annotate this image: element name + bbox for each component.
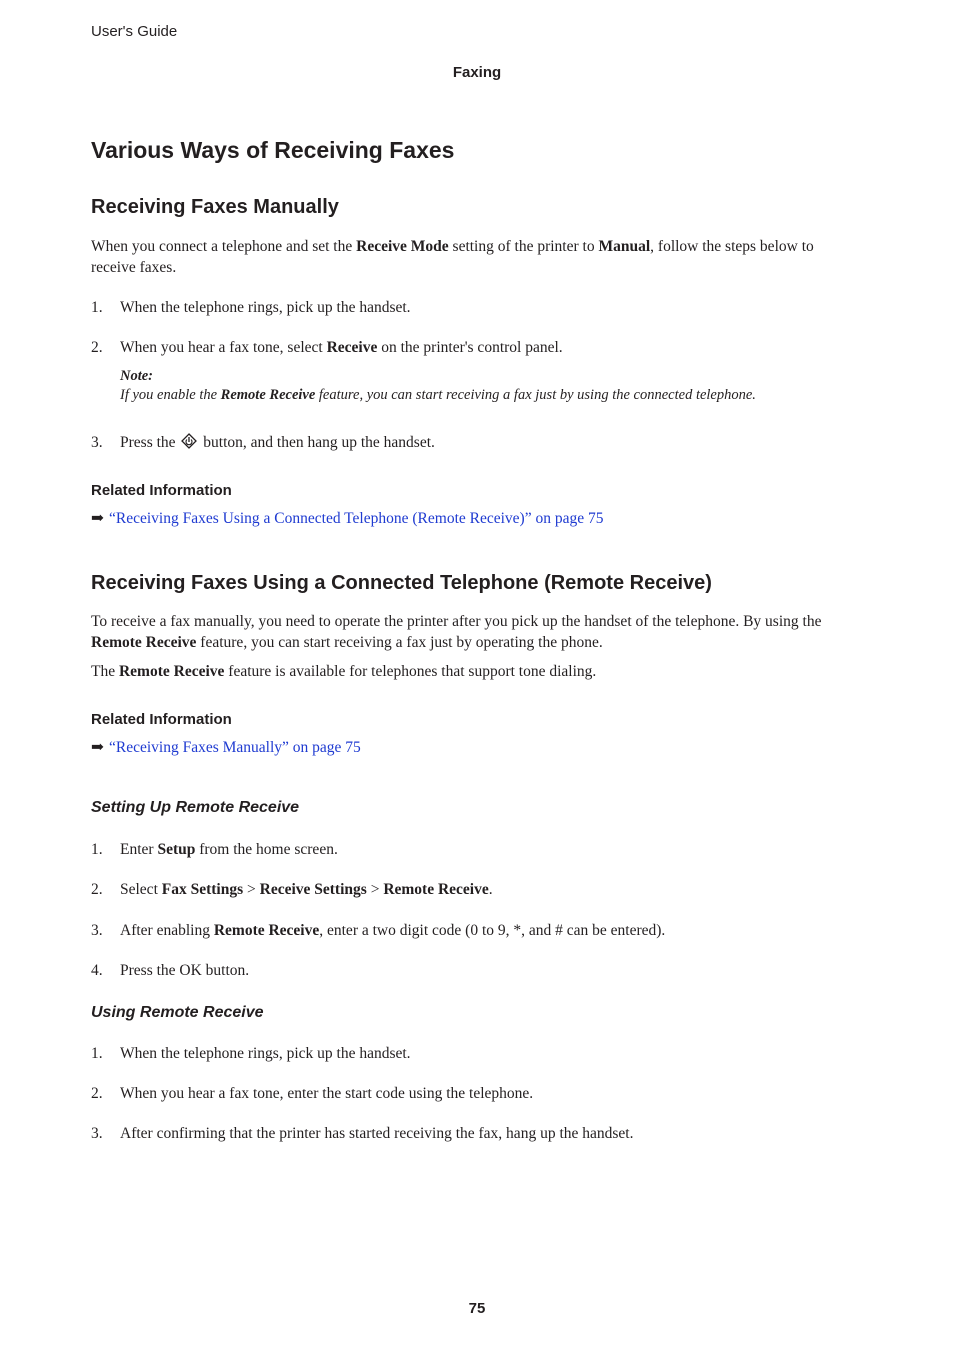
- step-text: When you hear a fax tone, select Receive on the printer's control panel.: [120, 339, 563, 356]
- step-text: Enter Setup from the home screen.: [120, 841, 338, 858]
- using-step-3: [91, 1123, 633, 1144]
- bold-term: Receive Mode: [356, 238, 449, 255]
- page-title: Various Ways of Receiving Faxes: [91, 137, 455, 163]
- page-number: 75: [468, 1300, 486, 1317]
- bold-term: Remote Receive: [91, 634, 197, 651]
- step-text: Select Fax Settings > Receive Settings > Remote Receive.: [120, 881, 493, 898]
- step-number: 3.: [91, 922, 103, 939]
- setup-step-4: [91, 960, 249, 981]
- bold-term: Receive Settings: [259, 881, 367, 898]
- bold-term: Manual: [598, 238, 651, 255]
- heading-setting-up-remote-receive: Setting Up Remote Receive: [91, 799, 300, 816]
- step-number: 3.: [91, 1125, 103, 1142]
- remote-paragraph-1: To receive a fax manually, you need to operate the printer after you pick up the handset of the telephone. By using the Remote Receive feature, you can start receiving a fax just by operating the phone.: [91, 613, 822, 651]
- arrow-right-icon: ➡: [91, 510, 104, 527]
- step-text: Press the OK button.: [120, 962, 250, 979]
- related-link-receiving-manually[interactable]: [91, 738, 361, 757]
- step-text: After confirming that the printer has started receiving the fax, hang up the handset.: [120, 1125, 634, 1142]
- step-text: When the telephone rings, pick up the handset.: [120, 1045, 411, 1062]
- related-link-text[interactable]: “Receiving Faxes Using a Connected Telephone (Remote Receive)” on page 75: [109, 510, 604, 527]
- related-link-text[interactable]: “Receiving Faxes Manually” on page 75: [109, 739, 361, 756]
- step-number: 2.: [91, 1085, 103, 1102]
- step-text: When you hear a fax tone, enter the start code using the telephone.: [120, 1085, 534, 1102]
- related-information-heading: Related Information: [91, 482, 232, 499]
- manual-intro-paragraph: When you connect a telephone and set the Receive Mode setting of the printer to Manual, follow the steps below to receive faxes.: [91, 238, 814, 276]
- manual-step-3: [91, 432, 435, 453]
- step-text: When the telephone rings, pick up the handset.: [120, 299, 411, 316]
- setup-step-1: [91, 839, 338, 860]
- step-number: 1.: [91, 299, 103, 316]
- note-text: If you enable the Remote Receive feature, you can start receiving a fax just by using the connected telephone.: [120, 387, 756, 403]
- step-text: After enabling Remote Receive, enter a two digit code (0 to 9, *, and # can be entered).: [120, 922, 666, 939]
- bold-term: Remote Receive: [118, 663, 225, 680]
- bold-term: Fax Settings: [161, 881, 244, 898]
- step-number: 3.: [91, 434, 103, 451]
- step-number: 1.: [91, 1045, 103, 1062]
- bold-term: Remote Receive: [220, 387, 316, 403]
- related-link-remote-receive[interactable]: [91, 509, 603, 528]
- setup-step-3: [91, 920, 665, 941]
- step-text-before: Press the: [120, 434, 176, 451]
- setup-step-2: [91, 879, 493, 900]
- heading-using-remote-receive: Using Remote Receive: [91, 1004, 264, 1021]
- bold-term: Setup: [157, 841, 196, 858]
- running-header-guide: User's Guide: [91, 23, 178, 40]
- heading-remote-receive: Receiving Faxes Using a Connected Telephone (Remote Receive): [91, 572, 712, 594]
- note-block: [120, 367, 860, 405]
- step-number: 2.: [91, 881, 103, 898]
- arrow-right-icon: ➡: [91, 739, 104, 756]
- bold-term: Remote Receive: [383, 881, 489, 898]
- heading-receiving-manually: Receiving Faxes Manually: [91, 196, 339, 218]
- using-step-1: [91, 1043, 411, 1064]
- note-label: Note:: [120, 368, 154, 384]
- remote-paragraph-2: The Remote Receive feature is available for telephones that support tone dialing.: [91, 663, 597, 680]
- bold-term: Remote Receive: [213, 922, 320, 939]
- step-number: 1.: [91, 841, 103, 858]
- related-information-heading: Related Information: [91, 711, 232, 728]
- step-number: 2.: [91, 339, 103, 356]
- using-step-2: [91, 1083, 533, 1104]
- bold-term: Receive: [326, 339, 378, 356]
- running-header-section: Faxing: [452, 64, 502, 81]
- manual-step-1: [91, 297, 411, 318]
- manual-step-2: [91, 337, 563, 358]
- start-diamond-icon: [181, 433, 197, 449]
- step-number: 4.: [91, 962, 103, 979]
- step-text-after: button, and then hang up the handset.: [203, 434, 435, 451]
